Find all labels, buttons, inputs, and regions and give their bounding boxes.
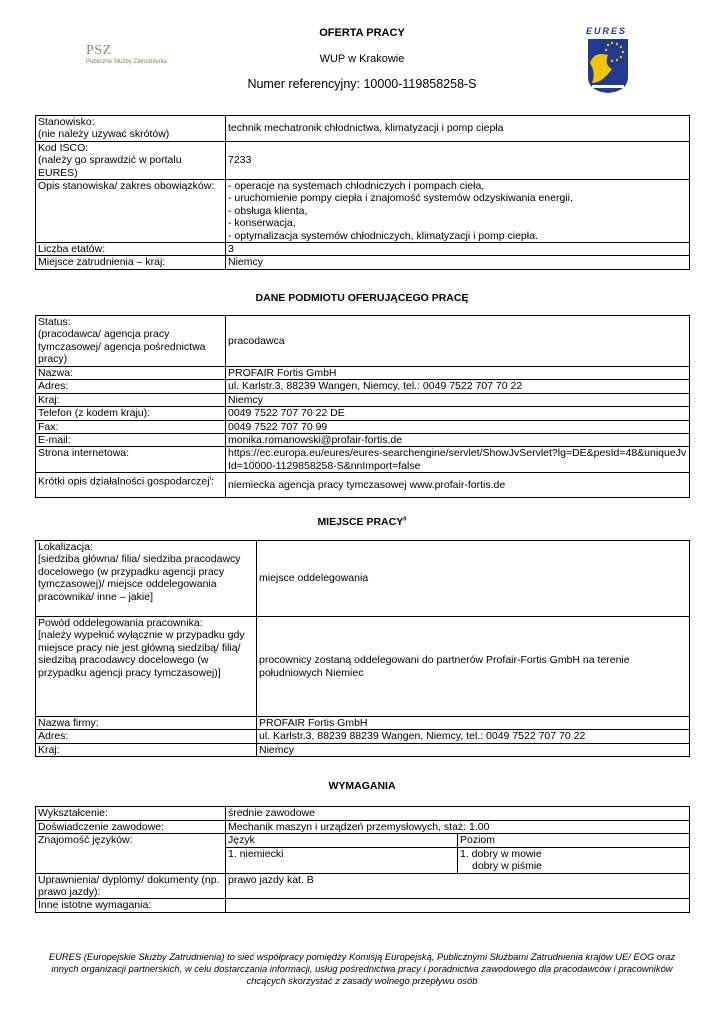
workplace-table bbox=[35, 540, 690, 757]
education-label: Wykształcenie: bbox=[36, 807, 226, 821]
company-value: PROFAIR Fortis GmbH bbox=[257, 717, 690, 730]
language-name: 1. niemiecki bbox=[226, 847, 458, 873]
employer-section-title: DANE PODMIOTU OFERUJĄCEGO PRACĘ bbox=[255, 292, 469, 304]
footnote-ref: i bbox=[209, 476, 211, 483]
location-label: Lokalizacja: [siedziba główna/ filia/ siedziba pracodawcy docelowego (w przypadku agencji pracy tymczasowej)/ miejsce oddelegowania pracownika/ inne – jakie] bbox=[36, 541, 257, 617]
business-desc-colon: : bbox=[210, 475, 214, 488]
company-label: Nazwa firmy: bbox=[36, 717, 257, 730]
delegation-reason-label: Powód oddelegowania pracownika: [należy wypełnić wyłącznie w przypadku gdy miejsce pracy nie jest główną siedzibą/ filią/ siedzibą pracodawcy docelowego (w przypadku agencji pracy tymczasowej)] bbox=[36, 617, 257, 717]
description-line: - konserwacja, bbox=[228, 217, 296, 230]
experience-value: Mechanik maszyn i urządzeń przemysłowych, staż: 1.00 bbox=[226, 821, 690, 834]
requirements-table bbox=[35, 806, 690, 913]
count-value: 3 bbox=[226, 243, 690, 256]
country-label: Kraj: bbox=[36, 393, 226, 406]
email-label: E-mail: bbox=[36, 434, 226, 447]
psz-logo bbox=[86, 44, 206, 74]
eures-logo-text: EURES bbox=[586, 26, 628, 36]
description-value bbox=[226, 180, 690, 243]
eures-logo bbox=[582, 25, 634, 95]
isco-value: 7233 bbox=[226, 141, 690, 179]
business-desc-label bbox=[36, 473, 226, 498]
website-label: Strona internetowa: bbox=[36, 447, 226, 473]
education-value: średnie zawodowe bbox=[226, 807, 690, 821]
workplace-country-label: Kraj: bbox=[36, 743, 257, 756]
experience-label: Doświadczenie zawodowe: bbox=[36, 821, 226, 834]
permissions-value: prawo jazdy kat. B bbox=[226, 873, 690, 899]
business-desc-value: niemiecka agencja pracy tymczasowej www.profair-fortis.de bbox=[226, 473, 690, 498]
office-name: WUP w Krakowie bbox=[319, 53, 405, 65]
psz-logo-big: PSZ bbox=[86, 43, 112, 58]
status-label: Status: (pracodawca/ agencja pracy tymczasowej/ agencja pośrednictwa pracy) bbox=[36, 316, 226, 367]
footnote-ref: ii bbox=[403, 516, 407, 523]
languages-label: Znajomość języków: bbox=[36, 834, 226, 873]
description-line: - uruchomienie pompy ciepła i znajomość systemów odzyskiwania energii, bbox=[228, 192, 573, 205]
other-requirements-value bbox=[226, 899, 690, 912]
business-desc-label-text: Krótki opis działalności gospodarczej bbox=[38, 475, 210, 488]
name-value: PROFAIR Fortis GmbH bbox=[226, 367, 690, 380]
isco-label: Kod ISCO: (należy go sprawdzić w portalu EURES) bbox=[36, 141, 226, 179]
count-label: Liczba etatów: bbox=[36, 243, 226, 256]
languages-column-level: Poziom bbox=[458, 834, 690, 847]
status-value: pracodawca bbox=[226, 316, 690, 367]
address-label: Adres: bbox=[36, 380, 226, 393]
employer-table bbox=[35, 315, 690, 498]
reference-number: Numer referencyjny: 10000-119858258-S bbox=[247, 77, 477, 91]
language-level-line: dobry w piśmie bbox=[472, 860, 543, 873]
language-level-line: 1. dobry w mowie bbox=[460, 847, 542, 860]
workplace-address-label: Adres: bbox=[36, 730, 257, 743]
languages-column-language: Język bbox=[226, 834, 458, 847]
website-link[interactable]: https://ec.europa.eu/eures/eures-searchengine/servlet/ShowJvServlet?lg=DE&pesId=48&uniqueJvId=10000-1129858258-S&nnImport=false bbox=[226, 447, 690, 473]
language-level bbox=[458, 847, 690, 873]
position-value: technik mechatronik chłodnictwa, klimatyzacji i pomp ciepła bbox=[226, 116, 690, 142]
fax-label: Fax: bbox=[36, 420, 226, 433]
name-label: Nazwa: bbox=[36, 367, 226, 380]
eures-logo-icon bbox=[582, 25, 634, 95]
phone-value: 0049 7522 707 70 22 DE bbox=[226, 407, 690, 420]
phone-label: Telefon (z kodem kraju): bbox=[36, 407, 226, 420]
workplace-section-title-text: MIEJSCE PRACY bbox=[317, 516, 404, 528]
other-requirements-label: Inne istotne wymagania: bbox=[36, 899, 226, 912]
permissions-label: Uprawnienia/ dyplomy/ dokumenty (np. prawo jazdy): bbox=[36, 873, 226, 899]
footer-note: EURES (Europejskie Służby Zatrudnienia) to sieć współpracy pomiędzy Komisją Europejską, Publicznymi Służbami Zatrudnienia krajów UE/ EOG oraz innych organizacji partnerskich, w celu dostarczania informacji, usług pośrednictwa pracy i poradnictwa zawodowego dla pracodawców i pracowników chcących skorzystać z zasady wolnego przepływu osób bbox=[48, 951, 676, 986]
address-value: ul. Karlstr.3, 88239 Wangen, Niemcy, tel.: 0049 7522 707 70 22 bbox=[226, 380, 690, 393]
description-line: - optymalizacja systemów chłodniczych, klimatyzacji i pomp ciepła. bbox=[228, 229, 538, 242]
country-value: Niemcy bbox=[226, 393, 690, 406]
email-value: monika.romanowski@profair-fortis.de bbox=[226, 434, 690, 447]
workplace-section-title bbox=[0, 516, 724, 528]
description-line: - obsługa klienta, bbox=[228, 204, 308, 217]
document-title: OFERTA PRACY bbox=[319, 27, 405, 39]
place-value: Niemcy bbox=[226, 256, 690, 269]
workplace-country-value: Niemcy bbox=[257, 743, 690, 756]
position-label: Stanowisko: (nie należy używać skrótów) bbox=[36, 116, 226, 142]
psz-logo-small: Publiczne Służby Zatrudnienia bbox=[86, 59, 167, 65]
fax-value: 0049 7522 707 70 99 bbox=[226, 420, 690, 433]
description-line: - operacje na systemach chłodniczych i pompach cieła, bbox=[228, 180, 485, 193]
workplace-address-value: ul. Karlstr.3, 88239 88239 Wangen, Niemcy, tel.: 0049 7522 707 70 22 bbox=[257, 730, 690, 743]
job-table bbox=[35, 115, 690, 270]
delegation-reason-value: procownicy zostaną oddelegowani do partnerów Profair-Fortis GmbH na terenie południowych Niemiec bbox=[257, 617, 690, 717]
description-label: Opis stanowiska/ zakres obowiązków: bbox=[36, 180, 226, 243]
place-label: Miejsce zatrudnienia – kraj: bbox=[36, 256, 226, 269]
location-value: miejsce oddelegowania bbox=[257, 541, 690, 617]
requirements-section-title: WYMAGANIA bbox=[328, 780, 396, 792]
